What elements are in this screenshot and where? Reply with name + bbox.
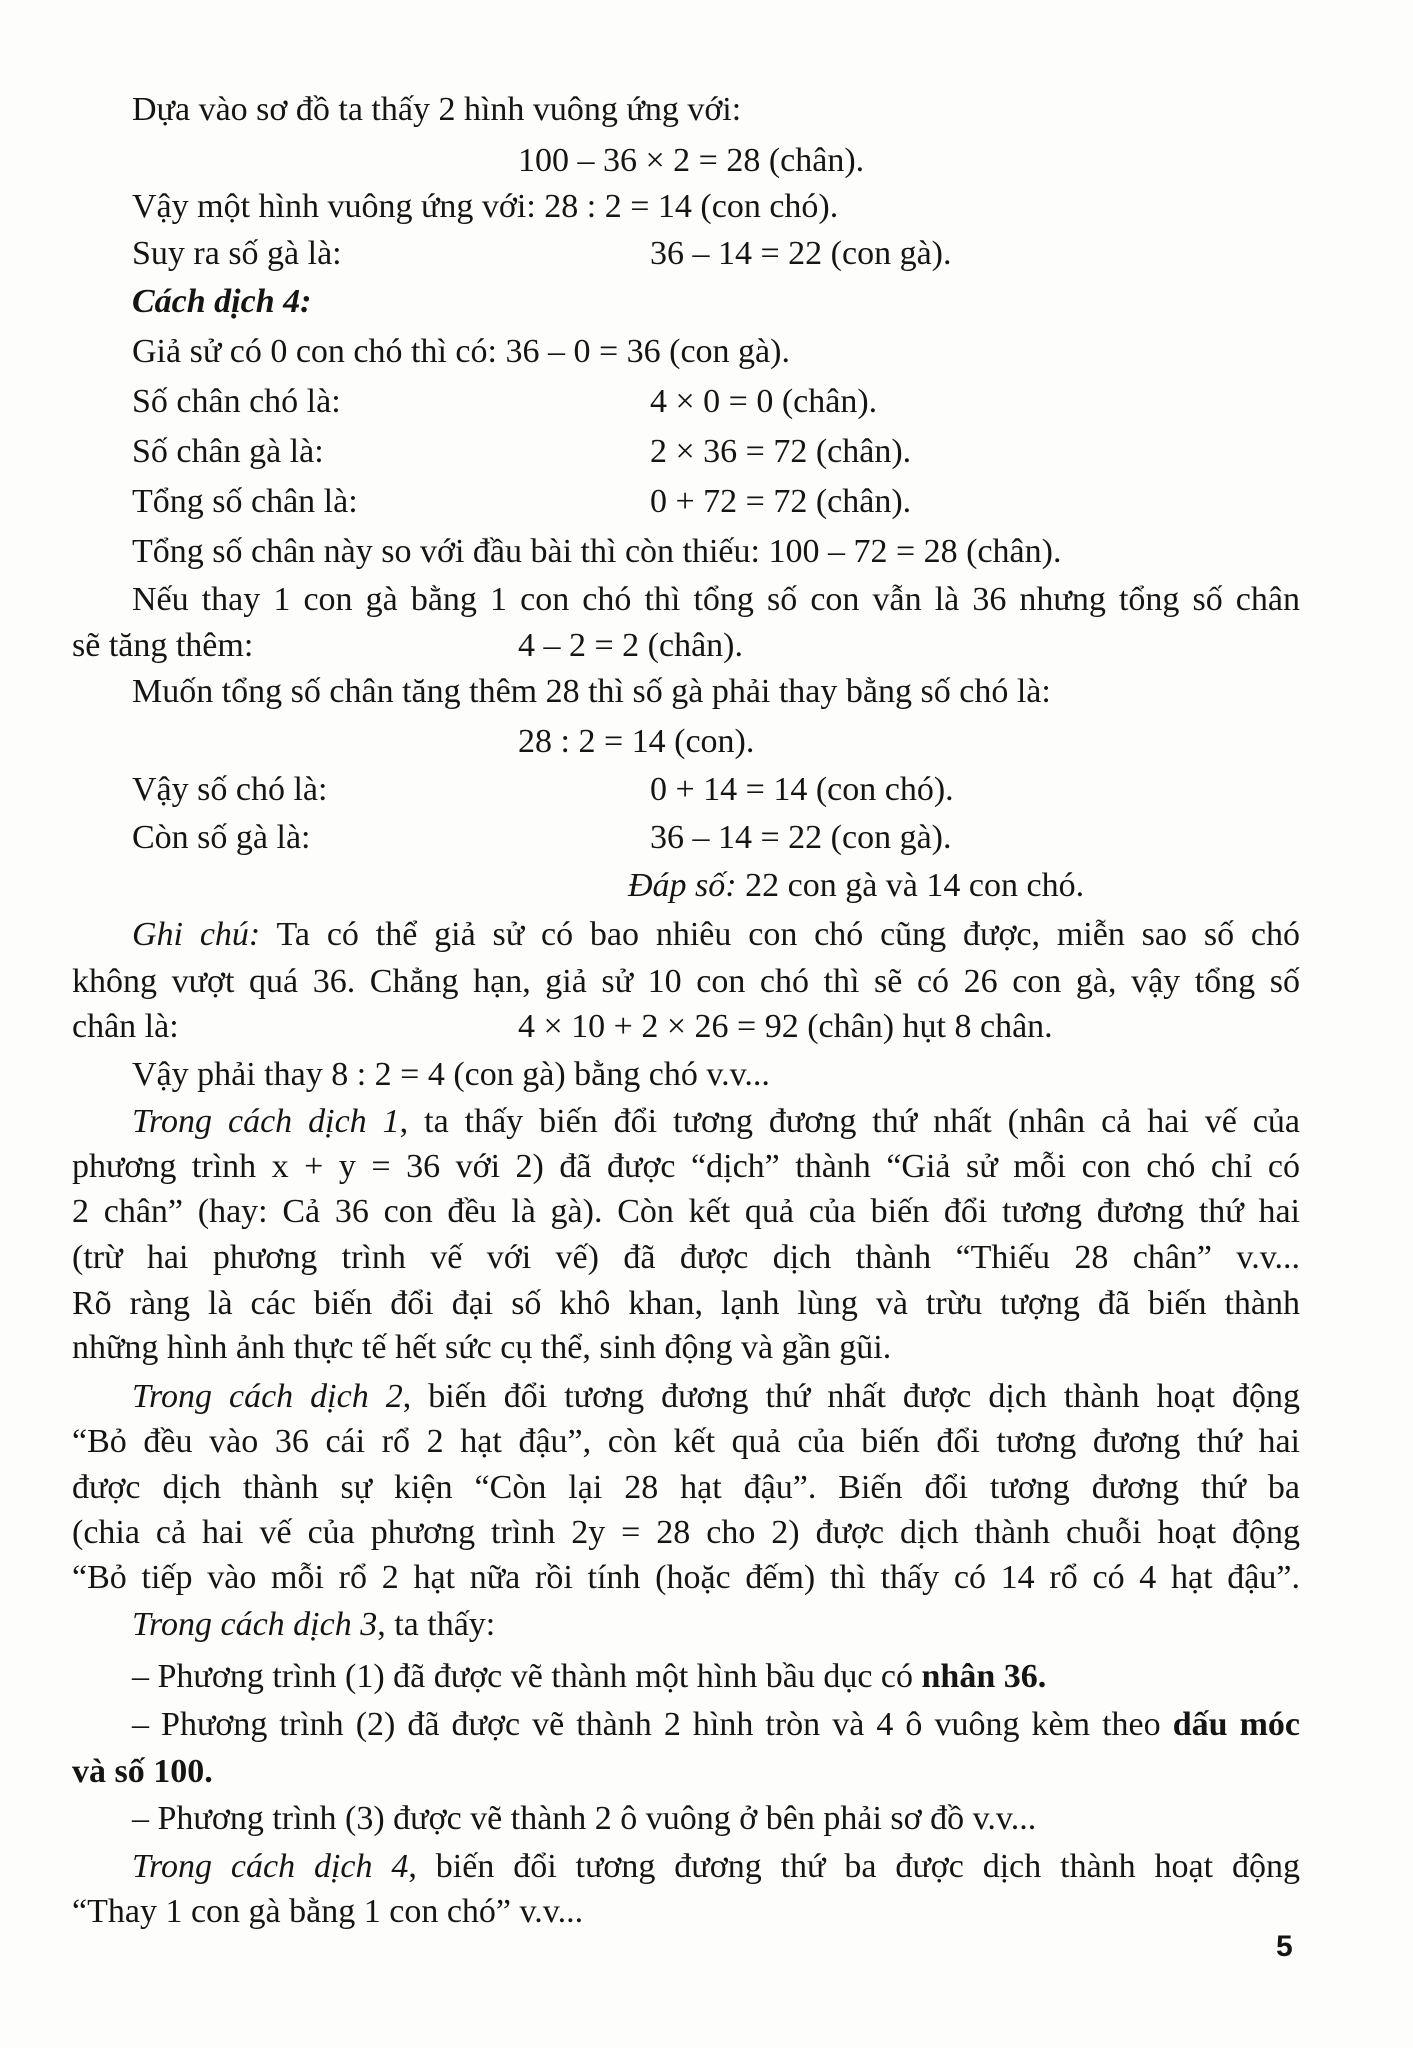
text-line: Rõ ràng là các biến đổi đại số khô khan, lạnh lùng và trừu tượng đã biến thành: [72, 1285, 1300, 1322]
paragraph-text: , biến đổi tương đương thứ ba được dịch thành hoạt động: [408, 1848, 1300, 1885]
text-line: [132, 232, 952, 276]
text-line: Dựa vào sơ đồ ta thấy 2 hình vuông ứng với:: [132, 91, 742, 128]
text-line: được dịch thành sự kiện “Còn lại 28 hạt đậu”. Biến đổi tương đương thứ ba: [72, 1469, 1300, 1506]
answer-label: Đáp số:: [628, 867, 737, 904]
text-line: không vượt quá 36. Chẳng hạn, giả sử 10 con chó thì sẽ có 26 con gà, vậy tổng số: [72, 963, 1300, 1000]
text-line: [132, 480, 912, 524]
text-line: “Thay 1 con gà bằng 1 con chó” v.v...: [72, 1893, 584, 1930]
note-text: Ta có thể giả sử có bao nhiêu con chó cũng được, miễn sao số chó: [260, 916, 1301, 953]
text-line: [132, 816, 952, 860]
text-line: những hình ảnh thực tế hết sức cụ thể, sinh động và gần gũi.: [72, 1329, 892, 1366]
text-line: [132, 1603, 495, 1647]
equation: 0 + 72 = 72 (chân).: [650, 483, 912, 520]
list-item: – Phương trình (3) được vẽ thành 2 ô vuông ở bên phải sơ đồ v.v...: [132, 1800, 1037, 1837]
text-line: [132, 1100, 1300, 1144]
list-item: [132, 1655, 1046, 1699]
answer-text: 22 con gà và 14 con chó.: [736, 867, 1085, 904]
paragraph-text: , biến đổi tương đương thứ nhất được dịch thành hoạt động: [402, 1378, 1300, 1415]
text-line: (chia cả hai vế của phương trình 2y = 28 cho 2) được dịch thành chuỗi hoạt động: [72, 1514, 1300, 1551]
text-line: 2 chân” (hay: Cả 36 con đều là gà). Còn kết quả của biến đổi tương đương thứ hai: [72, 1193, 1300, 1230]
paragraph-lead: Trong cách dịch 1: [132, 1103, 400, 1140]
equation: 36 – 14 = 22 (con gà).: [650, 819, 952, 856]
paragraph-lead: Trong cách dịch 2: [132, 1378, 403, 1415]
paragraph-text: , ta thấy biến đổi tương đương thứ nhất (nhân cả hai vế của: [399, 1103, 1300, 1140]
equation-line: 28 : 2 = 14 (con).: [518, 723, 755, 760]
text-line: Nếu thay 1 con gà bằng 1 con chó thì tổng số con vẫn là 36 nhưng tổng số chân: [132, 581, 1300, 618]
list-item-text: – Phương trình (2) đã được vẽ thành 2 hình tròn và 4 ô vuông kèm theo: [132, 1706, 1173, 1743]
text-line: “Bỏ đều vào 36 cái rổ 2 hạt đậu”, còn kết quả của biến đổi tương đương thứ hai: [72, 1423, 1300, 1460]
equation: 36 – 14 = 22 (con gà).: [650, 235, 952, 272]
label: Số chân gà là:: [132, 433, 324, 470]
text-line: [132, 1375, 1300, 1419]
text-line: [132, 1845, 1300, 1889]
equation: 4 × 10 + 2 × 26 = 92 (chân) hụt 8 chân.: [518, 1008, 1053, 1045]
label: chân là:: [72, 1008, 179, 1045]
equation: 4 – 2 = 2 (chân).: [518, 627, 744, 664]
note-label: Ghi chú:: [132, 916, 261, 953]
answer-line: [628, 864, 1084, 908]
equation: 4 × 0 = 0 (chân).: [650, 383, 878, 420]
text-line: [132, 913, 1300, 957]
text-line: [72, 1005, 1053, 1049]
text-line: phương trình x + y = 36 với 2) đã được “dịch” thành “Giả sử mỗi con chó chỉ có: [72, 1148, 1300, 1185]
label: Còn số gà là:: [132, 819, 311, 856]
label: Vậy số chó là:: [132, 771, 328, 808]
equation: 2 × 36 = 72 (chân).: [650, 433, 912, 470]
list-item-bold: dấu móc: [1172, 1706, 1300, 1743]
list-item-bold: nhân 36.: [921, 1658, 1047, 1695]
label: Số chân chó là:: [132, 383, 341, 420]
list-item-continuation: và số 100.: [72, 1753, 213, 1790]
text-line: [132, 430, 912, 474]
text-line: [132, 380, 878, 424]
label: Suy ra số gà là:: [132, 235, 342, 272]
paragraph-text: , ta thấy:: [377, 1606, 496, 1643]
list-item-text: – Phương trình (1) đã được vẽ thành một hình bầu dục có: [132, 1658, 922, 1695]
text-line: Vậy một hình vuông ứng với: 28 : 2 = 14 (con chó).: [132, 188, 839, 225]
equation-line: 100 – 36 × 2 = 28 (chân).: [518, 142, 865, 179]
paragraph-lead: Trong cách dịch 4: [132, 1848, 409, 1885]
label: sẽ tăng thêm:: [72, 627, 254, 664]
text-line: [132, 768, 954, 812]
text-line: (trừ hai phương trình vế với vế) đã được dịch thành “Thiếu 28 chân” v.v...: [72, 1239, 1300, 1276]
label: Tổng số chân là:: [132, 483, 358, 520]
text-line: Vậy phải thay 8 : 2 = 4 (con gà) bằng chó v.v...: [132, 1056, 770, 1093]
page-number: 5: [1276, 1930, 1293, 1963]
equation: 0 + 14 = 14 (con chó).: [650, 771, 954, 808]
list-item: [132, 1703, 1300, 1747]
text-line: [72, 624, 744, 668]
text-line: Muốn tổng số chân tăng thêm 28 thì số gà phải thay bằng số chó là:: [132, 673, 1051, 710]
section-heading: Cách dịch 4:: [132, 283, 312, 320]
text-line: Tổng số chân này so với đầu bài thì còn thiếu: 100 – 72 = 28 (chân).: [132, 533, 1062, 570]
paragraph-lead: Trong cách dịch 3: [132, 1606, 378, 1643]
text-line: Giả sử có 0 con chó thì có: 36 – 0 = 36 (con gà).: [132, 333, 790, 370]
text-line: “Bỏ tiếp vào mỗi rổ 2 hạt nữa rồi tính (hoặc đếm) thì thấy có 14 rổ có 4 hạt đậu”.: [72, 1559, 1300, 1596]
